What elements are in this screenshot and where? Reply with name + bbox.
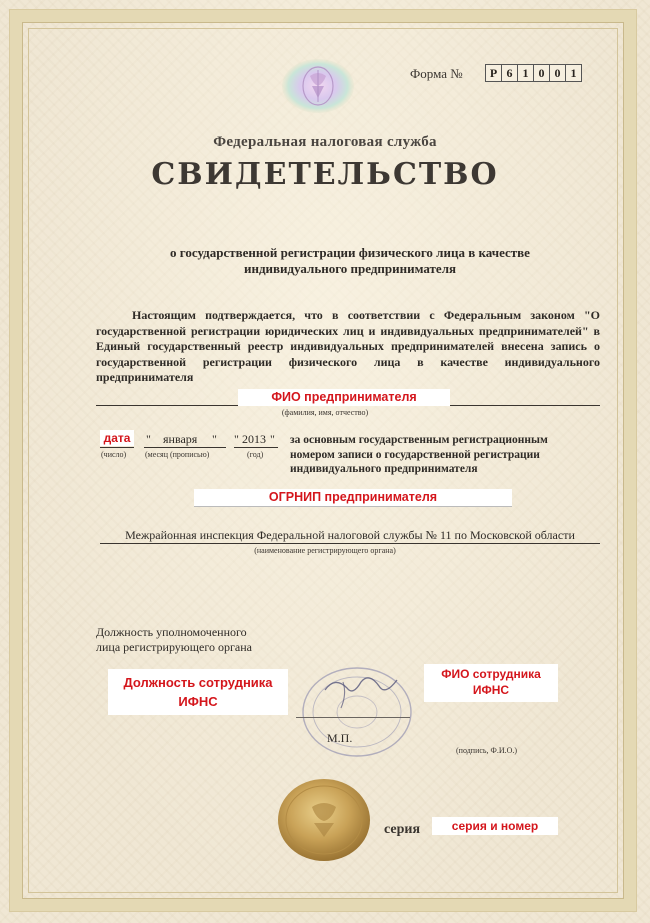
position-label	[96, 625, 252, 655]
form-number-label: Форма №	[410, 66, 463, 81]
mp-label: М.П.	[327, 731, 353, 745]
form-number-char: 1	[518, 64, 534, 82]
date-month: января	[163, 432, 198, 446]
form-number-char: 6	[502, 64, 518, 82]
date-day-caption: (число)	[101, 450, 127, 459]
series-label: серия	[384, 822, 421, 837]
signature-line	[296, 717, 410, 718]
quote-close: "	[212, 432, 217, 446]
position-placeholder	[108, 669, 288, 715]
date-year-caption: (год)	[247, 450, 264, 459]
fio-caption: (фамилия, имя, отчество)	[281, 408, 369, 417]
agency-name: Федеральная налоговая служба	[213, 134, 437, 150]
subtitle-line: о государственной регистрации физического лица в качестве	[170, 245, 530, 260]
form-number-char: 0	[550, 64, 566, 82]
quote-close: "	[270, 432, 275, 446]
employee-name-line: ИФНС	[472, 683, 510, 697]
date-month-underline	[144, 447, 226, 448]
position-label-line: лица регистрирующего органа	[96, 640, 252, 654]
quote-open: "	[234, 432, 239, 446]
form-number-char: Р	[485, 64, 502, 82]
signature-caption: (подпись, Ф.И.О.)	[456, 746, 518, 755]
employee-name-line: ФИО сотрудника	[441, 667, 541, 681]
gold-seal-icon	[276, 777, 372, 863]
subtitle-line: индивидуального предпринимателя	[243, 261, 457, 276]
quote-open: "	[146, 432, 151, 446]
inspection-name: Межрайонная инспекция Федеральной налоговой службы № 11 по Московской области	[125, 528, 575, 542]
body-paragraph: Настоящим подтверждается, что в соответствии с Федеральным законом "О государственной регистрации юридических лиц и индивидуальных предпринимателей" в Единый государственный реестр индивидуальных предпринимателей внесена запись о государственной регистрации физического лица в качестве индивидуального предпринимателя	[96, 308, 600, 384]
form-number-char: 1	[566, 64, 582, 82]
fio-placeholder: ФИО предпринимателя	[238, 389, 450, 406]
series-number-placeholder: серия и номер	[432, 817, 558, 835]
position-placeholder-line: Должность сотрудника	[123, 675, 273, 690]
date-day-placeholder: дата	[100, 430, 134, 446]
registration-text: за основным государственным регистрационным номером записи о государственной регистрации индивидуального предпринимателя	[290, 434, 548, 475]
date-month-caption: (месяц (прописью)	[145, 450, 210, 459]
inspection-underline	[100, 543, 600, 544]
form-number-char: 0	[534, 64, 550, 82]
ogrnip-placeholder: ОГРНИП предпринимателя	[194, 489, 512, 507]
employee-name-placeholder	[424, 664, 558, 702]
hologram-emblem-icon	[280, 58, 356, 114]
form-number-box	[485, 64, 582, 82]
document-subtitle	[140, 245, 560, 277]
document-title: СВИДЕТЕЛЬСТВО	[151, 157, 499, 192]
date-year: 2013	[242, 432, 266, 446]
inspection-caption: (наименование регистрирующего органа)	[254, 546, 396, 555]
position-placeholder-line: ИФНС	[178, 694, 218, 709]
position-label-line: Должность уполномоченного	[96, 625, 247, 639]
date-day-underline	[100, 447, 134, 448]
date-year-underline	[234, 447, 278, 448]
